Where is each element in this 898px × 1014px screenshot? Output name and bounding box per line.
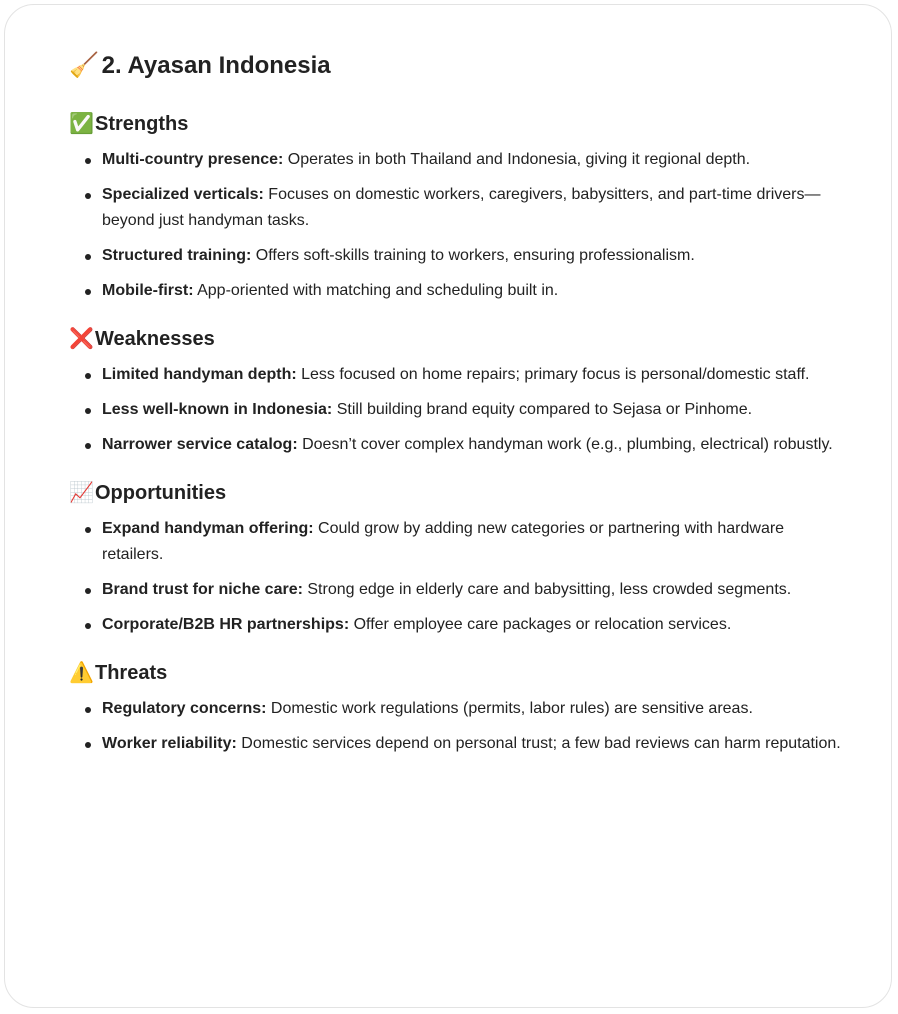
section-heading-text: Weaknesses bbox=[95, 328, 215, 350]
chart-increasing-icon: 📈 bbox=[69, 482, 94, 504]
warning-icon: ⚠️ bbox=[69, 662, 94, 684]
title-text: 2. Ayasan Indonesia bbox=[101, 52, 331, 79]
item-text: Focuses on domestic workers, caregivers, babysitters, and part-time drivers—beyond just handyman tasks. bbox=[102, 186, 821, 229]
section-list bbox=[69, 516, 849, 638]
item-label: Limited handyman depth: bbox=[102, 366, 297, 383]
list-item bbox=[102, 731, 849, 757]
item-label: Structured training: bbox=[102, 247, 252, 264]
item-label: Brand trust for niche care: bbox=[102, 581, 303, 598]
section-heading-threats bbox=[69, 658, 849, 688]
list-item bbox=[102, 397, 849, 423]
item-text: Less focused on home repairs; primary focus is personal/domestic staff. bbox=[296, 366, 810, 383]
section-heading-text: Opportunities bbox=[95, 482, 227, 504]
list-item bbox=[102, 147, 849, 173]
item-text: App-oriented with matching and scheduling built in. bbox=[193, 282, 559, 299]
item-label: Corporate/B2B HR partnerships: bbox=[102, 616, 350, 633]
item-text: Doesn’t cover complex handyman work (e.g., plumbing, electrical) robustly. bbox=[297, 436, 833, 453]
list-item bbox=[102, 182, 849, 234]
item-text: Domestic services depend on personal trust; a few bad reviews can harm reputation. bbox=[236, 735, 841, 752]
list-item bbox=[102, 278, 849, 304]
message-card bbox=[4, 4, 892, 1008]
item-text: Could grow by adding new categories or partnering with hardware retailers. bbox=[102, 520, 785, 563]
item-label: Narrower service catalog: bbox=[102, 436, 298, 453]
item-text: Strong edge in elderly care and babysitting, less crowded segments. bbox=[302, 581, 792, 598]
page-title bbox=[69, 49, 849, 83]
section-heading-opportunities bbox=[69, 478, 849, 508]
item-text: Domestic work regulations (permits, labor rules) are sensitive areas. bbox=[266, 700, 753, 717]
item-text: Offer employee care packages or relocation services. bbox=[349, 616, 732, 633]
list-item bbox=[102, 577, 849, 603]
list-item bbox=[102, 612, 849, 638]
item-label: Expand handyman offering: bbox=[102, 520, 314, 537]
item-text: Still building brand equity compared to Sejasa or Pinhome. bbox=[332, 401, 753, 418]
section-heading-text: Strengths bbox=[95, 113, 189, 135]
item-label: Specialized verticals: bbox=[102, 186, 264, 203]
check-mark-icon: ✅ bbox=[69, 113, 94, 135]
list-item bbox=[102, 432, 849, 458]
section-list bbox=[69, 696, 849, 757]
section-list bbox=[69, 362, 849, 458]
item-text: Operates in both Thailand and Indonesia, giving it regional depth. bbox=[283, 151, 751, 168]
cross-mark-icon: ❌ bbox=[69, 328, 94, 350]
list-item bbox=[102, 243, 849, 269]
item-text: Offers soft-skills training to workers, ensuring professionalism. bbox=[251, 247, 695, 264]
broom-icon: 🧹 bbox=[69, 52, 99, 79]
section-heading-strengths bbox=[69, 109, 849, 139]
section-heading-text: Threats bbox=[95, 662, 168, 684]
section-list bbox=[69, 147, 849, 304]
list-item bbox=[102, 696, 849, 722]
list-item bbox=[102, 362, 849, 388]
item-label: Less well-known in Indonesia: bbox=[102, 401, 333, 418]
item-label: Regulatory concerns: bbox=[102, 700, 267, 717]
list-item bbox=[102, 516, 849, 568]
item-label: Multi-country presence: bbox=[102, 151, 284, 168]
item-label: Worker reliability: bbox=[102, 735, 237, 752]
item-label: Mobile-first: bbox=[102, 282, 194, 299]
message-content bbox=[69, 49, 849, 777]
section-heading-weaknesses bbox=[69, 324, 849, 354]
swot-sections bbox=[69, 109, 849, 757]
